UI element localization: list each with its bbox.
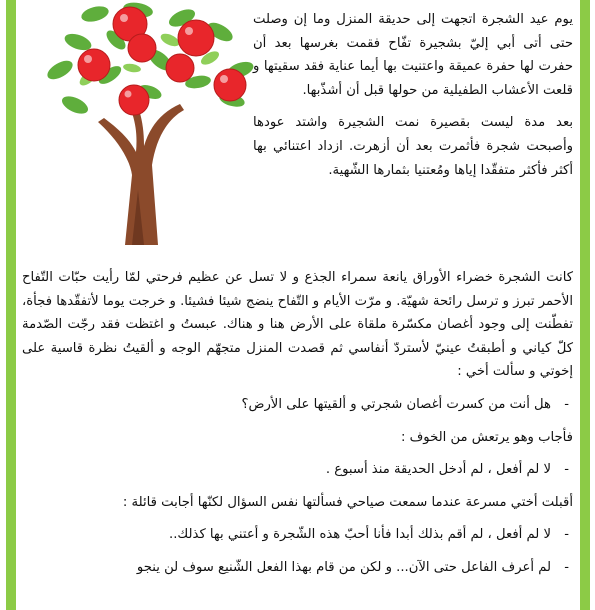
page-border-right (580, 0, 590, 610)
main-paragraph: كانت الشجرة خضراء الأوراق يانعة سمراء الجذع و لا تسل عن عظيم فرحتي لمّا رأيت حبّات التّفاح الأحمر تبرز و ترسل رائحة شهيّة. و مرّت الأيام و التّفاح ينضج شيئا فشيئا. و خرجت يوما لأتفقّدها فجأة، تفطّنت إلى وجود أغصان مكسّرة ملقاة على الأرض هنا و هناك. عبستُ و اغتظت فقد رجّت الصّدمة كلّ كياني و أطبقتُ عينيّ لأستردّ أنفاسي ثم قصدت المنزل متجهّم الوجه و ألقيتُ نظرة قاسية على إخوتي و سألت أخي : (22, 270, 573, 380)
intro-paragraph-1: يوم عيد الشجرة اتجهت إلى حديقة المنزل وما إن وصلت حتى أتى أبي إليّ بشجيرة تفّاح فقمت بغرسها بعد أن حفرت لها حفرة عميقة واعتنيت بها أيما عناية فقد سقيتها و قلعت الأعشاب الطفيلية من حولها قبل أن أشذّبها. (253, 12, 573, 98)
dialogue-text: لم أعرف الفاعل حتى الآن... و لكن من قام بهذا الفعل الشّنيع سوف لن ينجو (136, 559, 551, 575)
dialogue-line-4 (22, 556, 573, 580)
narration-1: فأجاب وهو يرتعش من الخوف : (400, 429, 573, 445)
story-page (22, 0, 575, 610)
narration-2: أقبلت أختي مسرعة عندما سمعت صياحي فسألتها نفس السؤال لكنّها أجابت قائلة : (122, 494, 573, 510)
dialogue-dash: - (564, 559, 569, 575)
dialogue-dash: - (564, 396, 569, 412)
dialogue-dash: - (564, 462, 569, 478)
story-body (22, 266, 573, 589)
dialogue-line-3 (22, 523, 573, 547)
dialogue-line-2 (22, 458, 573, 482)
dialogue-text: هل أنت من كسرت أغصان شجرتي و ألقيتها على الأرض؟ (241, 396, 551, 412)
dialogue-text: لا لم أفعل ، لم أقم بذلك أبدا فأنا أحبّ هذه الشّجرة و أعتني بها كذلك.. (169, 527, 551, 543)
intro-paragraph-2: بعد مدة ليست بقصيرة نمت الشجيرة واشتد عودها وأصبحت شجرة فأثمرت بعد أن أزهرت. ازداد اعتنائي بها أكثر فأكثر متفقّدا إياها ومُعتنيا بثمارها الشّهية. (253, 115, 573, 178)
dialogue-line-1 (22, 393, 573, 417)
dialogue-text: لا لم أفعل ، لم أدخل الحديقة منذ أسبوع . (325, 462, 551, 478)
intro-section (253, 8, 573, 182)
page-border-left (6, 0, 16, 610)
dialogue-dash: - (564, 527, 569, 543)
